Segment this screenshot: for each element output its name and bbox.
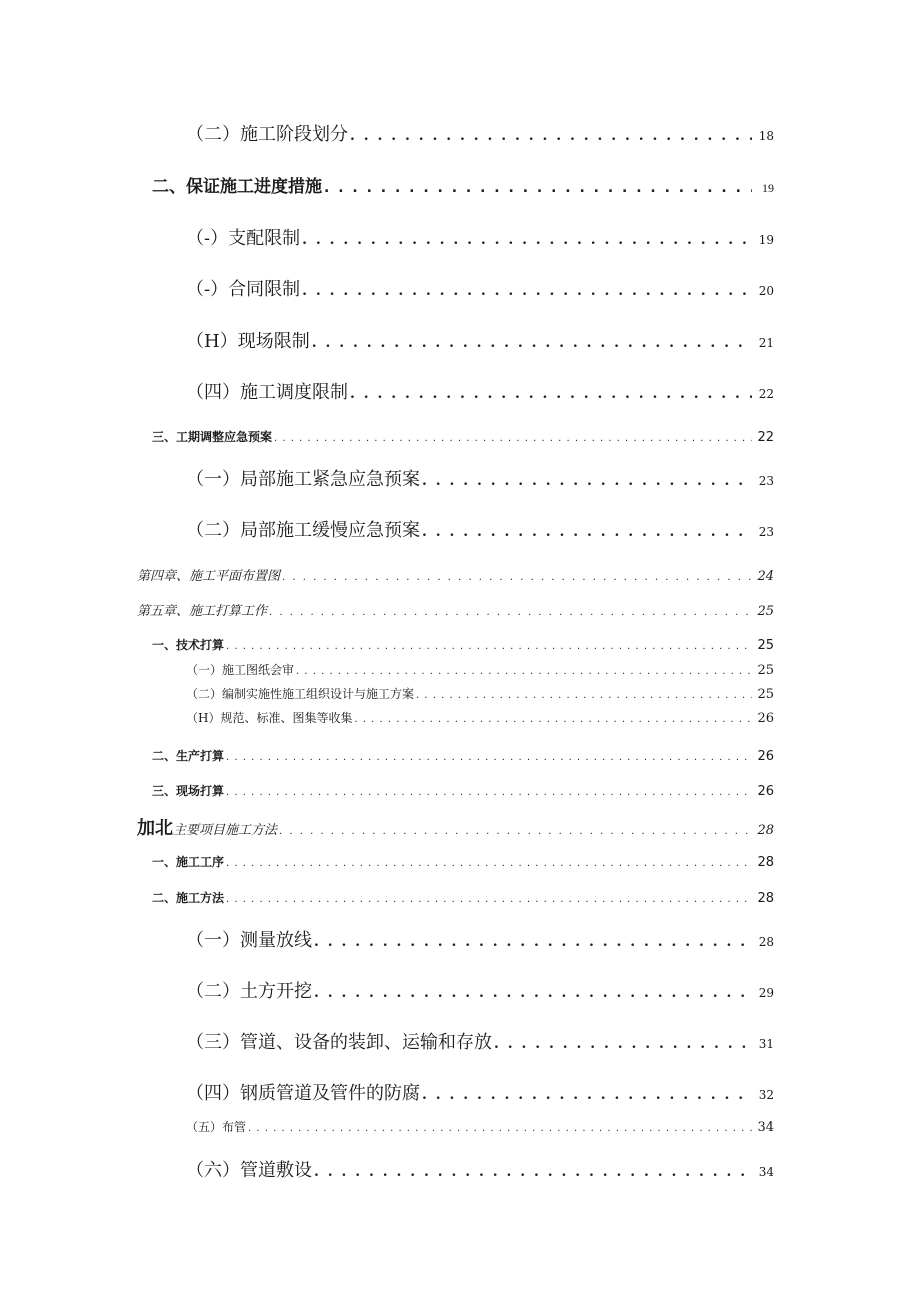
toc-chapter-entry[interactable] <box>137 600 774 619</box>
toc-entry[interactable] <box>186 120 774 146</box>
chapter-prefix: 加北 <box>137 818 173 839</box>
toc-entry[interactable] <box>152 889 774 906</box>
toc-entry-title: 二、施工方法 <box>152 891 225 905</box>
toc-page-number: 23 <box>758 525 774 539</box>
toc-page-number: 21 <box>758 336 774 350</box>
toc-page-number: 20 <box>758 284 774 298</box>
toc-entry-title: 一、技术打算 <box>152 638 225 652</box>
toc-entry[interactable] <box>186 465 774 491</box>
toc-entry-title: （一）局部施工紧急应急预案 <box>186 469 420 490</box>
dot-leader <box>226 784 752 798</box>
dot-leader <box>350 124 752 145</box>
toc-page-number: 26 <box>757 784 774 799</box>
toc-entry-title: （二）施工阶段划分 <box>186 124 348 145</box>
toc-chapter-entry[interactable] <box>137 814 774 840</box>
chapter-title-text: 主要项目施工方法 <box>173 823 278 838</box>
toc-entry[interactable] <box>152 747 774 764</box>
toc-page-number: 28 <box>757 855 774 870</box>
dot-leader <box>269 604 752 619</box>
toc-entry-title: （三）管道、设备的装卸、运输和存放 <box>186 1032 492 1053</box>
toc-entry-title <box>137 814 277 840</box>
dot-leader <box>422 469 752 490</box>
toc-entry-title: （-）合同限制 <box>186 279 301 300</box>
toc-entry-title: （一）施工图纸会审 <box>186 663 295 677</box>
toc-entry[interactable] <box>186 224 774 250</box>
toc-entry[interactable] <box>186 685 774 702</box>
toc-page-number: 32 <box>758 1088 774 1102</box>
dot-leader <box>248 1120 752 1134</box>
dot-leader <box>314 981 752 1002</box>
toc-entry[interactable] <box>152 428 774 445</box>
toc-entry[interactable] <box>152 853 774 870</box>
dot-leader <box>314 1160 752 1181</box>
dot-leader <box>314 930 752 951</box>
toc-entry[interactable] <box>152 782 774 799</box>
toc-entry-title: （二）局部施工缓慢应急预案 <box>186 520 420 541</box>
toc-entry-title: 二、生产打算 <box>152 749 225 763</box>
dot-leader <box>354 711 752 725</box>
toc-entry-title: （四）施工调度限制 <box>186 382 348 403</box>
toc-entry[interactable] <box>186 275 774 301</box>
dot-leader <box>422 520 752 541</box>
toc-entry-title: （二）土方开挖 <box>186 981 312 1002</box>
toc-page-number: 22 <box>757 430 774 445</box>
toc-entry-title: （-）支配限制 <box>186 228 301 249</box>
dot-leader <box>324 177 752 197</box>
dot-leader <box>226 749 752 763</box>
dot-leader <box>416 687 752 701</box>
toc-entry[interactable] <box>186 1079 774 1105</box>
toc-entry-title: 三、现场打算 <box>152 784 225 798</box>
toc-page-number: 23 <box>758 474 774 488</box>
toc-entry[interactable] <box>186 327 774 353</box>
dot-leader <box>494 1032 752 1053</box>
dot-leader <box>274 430 752 444</box>
toc-entry-title: （二）编制实施性施工组织设计与施工方案 <box>186 687 415 701</box>
dot-leader <box>302 279 752 300</box>
toc-page-number: 26 <box>757 711 774 726</box>
toc-entry[interactable] <box>186 926 774 952</box>
toc-entry-title: 第五章、施工打算工作 <box>137 604 268 619</box>
toc-entry[interactable] <box>152 172 774 197</box>
toc-entry-title: （四）钢质管道及管件的防腐 <box>186 1083 420 1104</box>
toc-page-number: 31 <box>758 1037 774 1051</box>
toc-page-number: 25 <box>757 663 774 678</box>
toc-entry[interactable] <box>186 661 774 678</box>
toc-chapter-entry[interactable] <box>137 565 774 584</box>
dot-leader <box>422 1083 752 1104</box>
dot-leader <box>282 569 752 584</box>
toc-page-number: 18 <box>758 129 774 143</box>
dot-leader <box>312 331 752 352</box>
toc-page-number: 25 <box>757 638 774 653</box>
toc-entry-title: 一、施工工序 <box>152 855 225 869</box>
toc-page-number: 19 <box>758 233 774 247</box>
toc-page-number: 26 <box>757 749 774 764</box>
toc-entry-title: （五）布管 <box>186 1120 247 1134</box>
toc-entry[interactable] <box>152 636 774 653</box>
toc-page-number: 28 <box>757 823 774 838</box>
toc-page-number: 28 <box>757 891 774 906</box>
dot-leader <box>226 638 752 652</box>
toc-page-number: 24 <box>757 569 774 584</box>
toc-entry[interactable] <box>186 709 774 726</box>
toc-entry-title: （六）管道敷设 <box>186 1160 312 1181</box>
toc-entry-title: （一）测量放线 <box>186 930 312 951</box>
toc-page-number: 34 <box>757 1120 774 1135</box>
toc-entry[interactable] <box>186 1028 774 1054</box>
toc-page-number: 25 <box>757 687 774 702</box>
dot-leader <box>226 891 752 905</box>
dot-leader <box>350 382 752 403</box>
toc-page-number: 22 <box>758 387 774 401</box>
toc-entry-title: （H）规范、标准、图集等收集 <box>186 711 353 725</box>
toc-entry[interactable] <box>186 516 774 542</box>
toc-entry[interactable] <box>186 977 774 1003</box>
toc-page-number: 28 <box>758 935 774 949</box>
toc-entry-title: 三、工期调整应急预案 <box>152 430 273 444</box>
toc-page-number: 19 <box>762 181 774 195</box>
toc-entry[interactable] <box>186 1156 774 1182</box>
toc-page-number: 29 <box>758 986 774 1000</box>
toc-entry-title: 二、保证施工进度措施 <box>152 177 322 197</box>
dot-leader <box>279 823 752 838</box>
toc-entry-title: （H）现场限制 <box>186 331 310 352</box>
dot-leader <box>226 855 752 869</box>
toc-entry[interactable] <box>186 1118 774 1135</box>
toc-entry-title: 第四章、施工平面布置图 <box>137 569 281 584</box>
toc-page-number: 25 <box>757 604 774 619</box>
toc-page-number: 34 <box>758 1165 774 1179</box>
dot-leader <box>296 663 752 677</box>
toc-entry[interactable] <box>186 378 774 404</box>
dot-leader <box>302 228 752 249</box>
